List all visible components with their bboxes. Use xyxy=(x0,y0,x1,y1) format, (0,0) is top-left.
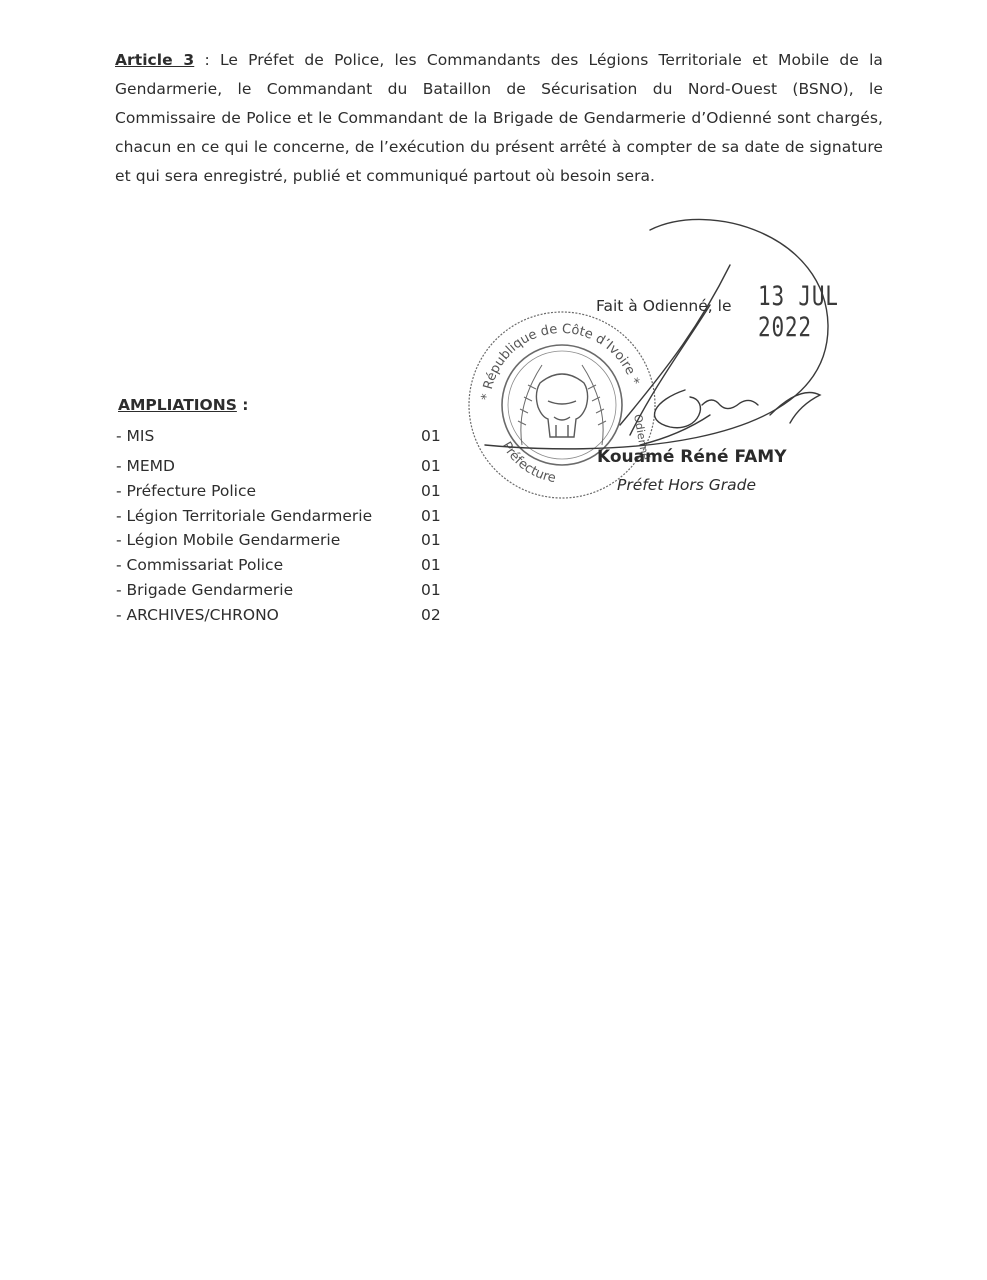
list-item-count: 01 xyxy=(421,580,441,599)
list-item-count: 01 xyxy=(421,556,441,575)
ampliations-heading-label: AMPLIATIONS xyxy=(118,396,237,414)
list-item-count: 02 xyxy=(421,605,441,624)
svg-text:Préfecture: Préfecture xyxy=(498,439,558,487)
list-item-name: - Brigade Gendarmerie xyxy=(116,580,294,599)
list-item-name: - Légion Mobile Gendarmerie xyxy=(116,531,341,550)
signatory-name: Kouamé Réné FAMY xyxy=(597,447,787,467)
signatory-title: Préfet Hors Grade xyxy=(617,476,757,494)
list-item xyxy=(116,528,456,553)
list-item xyxy=(116,504,456,529)
ampliations-heading xyxy=(118,396,248,414)
list-item-name: - Légion Territoriale Gendarmerie xyxy=(116,506,373,525)
list-item-count: 01 xyxy=(421,531,441,550)
article-3-paragraph xyxy=(115,46,883,191)
list-item xyxy=(116,553,456,578)
place-and-date xyxy=(596,281,916,343)
list-item-name: - MIS xyxy=(116,427,155,445)
list-item xyxy=(116,479,456,504)
list-item xyxy=(116,424,456,454)
article-label: Article 3 xyxy=(115,51,195,69)
list-item-name: - Préfecture Police xyxy=(116,481,257,500)
list-item-count: 01 xyxy=(421,506,441,525)
list-item-count: 01 xyxy=(421,427,441,445)
svg-text:Odienné: Odienné xyxy=(631,413,652,462)
list-item xyxy=(116,454,456,479)
list-item xyxy=(116,603,456,628)
list-item xyxy=(116,578,456,603)
ampliations-list xyxy=(116,424,456,628)
list-item-count: 01 xyxy=(421,481,441,500)
svg-text:* République de Côte d’Ivoire: * République de Côte d’Ivoire * xyxy=(479,321,642,401)
article-body: : Le Préfet de Police, les Commandants des Légions Territoriale et Mobile de la Gendarmerie, le Commandant du Bataillon de Sécurisation du Nord-Ouest (BSNO), le Commissaire de Police et le Commandant de la Brigade de Gendarmerie d’Odienné sont chargés, chacun en ce qui le concerne, de l’exécution du présent arrêté à compter de sa date de signature et qui sera enregistré, publié et communiqué partout où besoin sera. xyxy=(115,51,883,185)
place-text: Fait à Odienné, le xyxy=(596,297,732,315)
ampliations-heading-suffix: : xyxy=(236,396,249,414)
list-item-name: - ARCHIVES/CHRONO xyxy=(116,605,279,624)
date-stamp: 13 JUL 2022 xyxy=(758,281,839,343)
list-item-name: - MEMD xyxy=(116,457,175,475)
list-item-name: - Commissariat Police xyxy=(116,556,284,575)
list-item-count: 01 xyxy=(421,457,441,475)
